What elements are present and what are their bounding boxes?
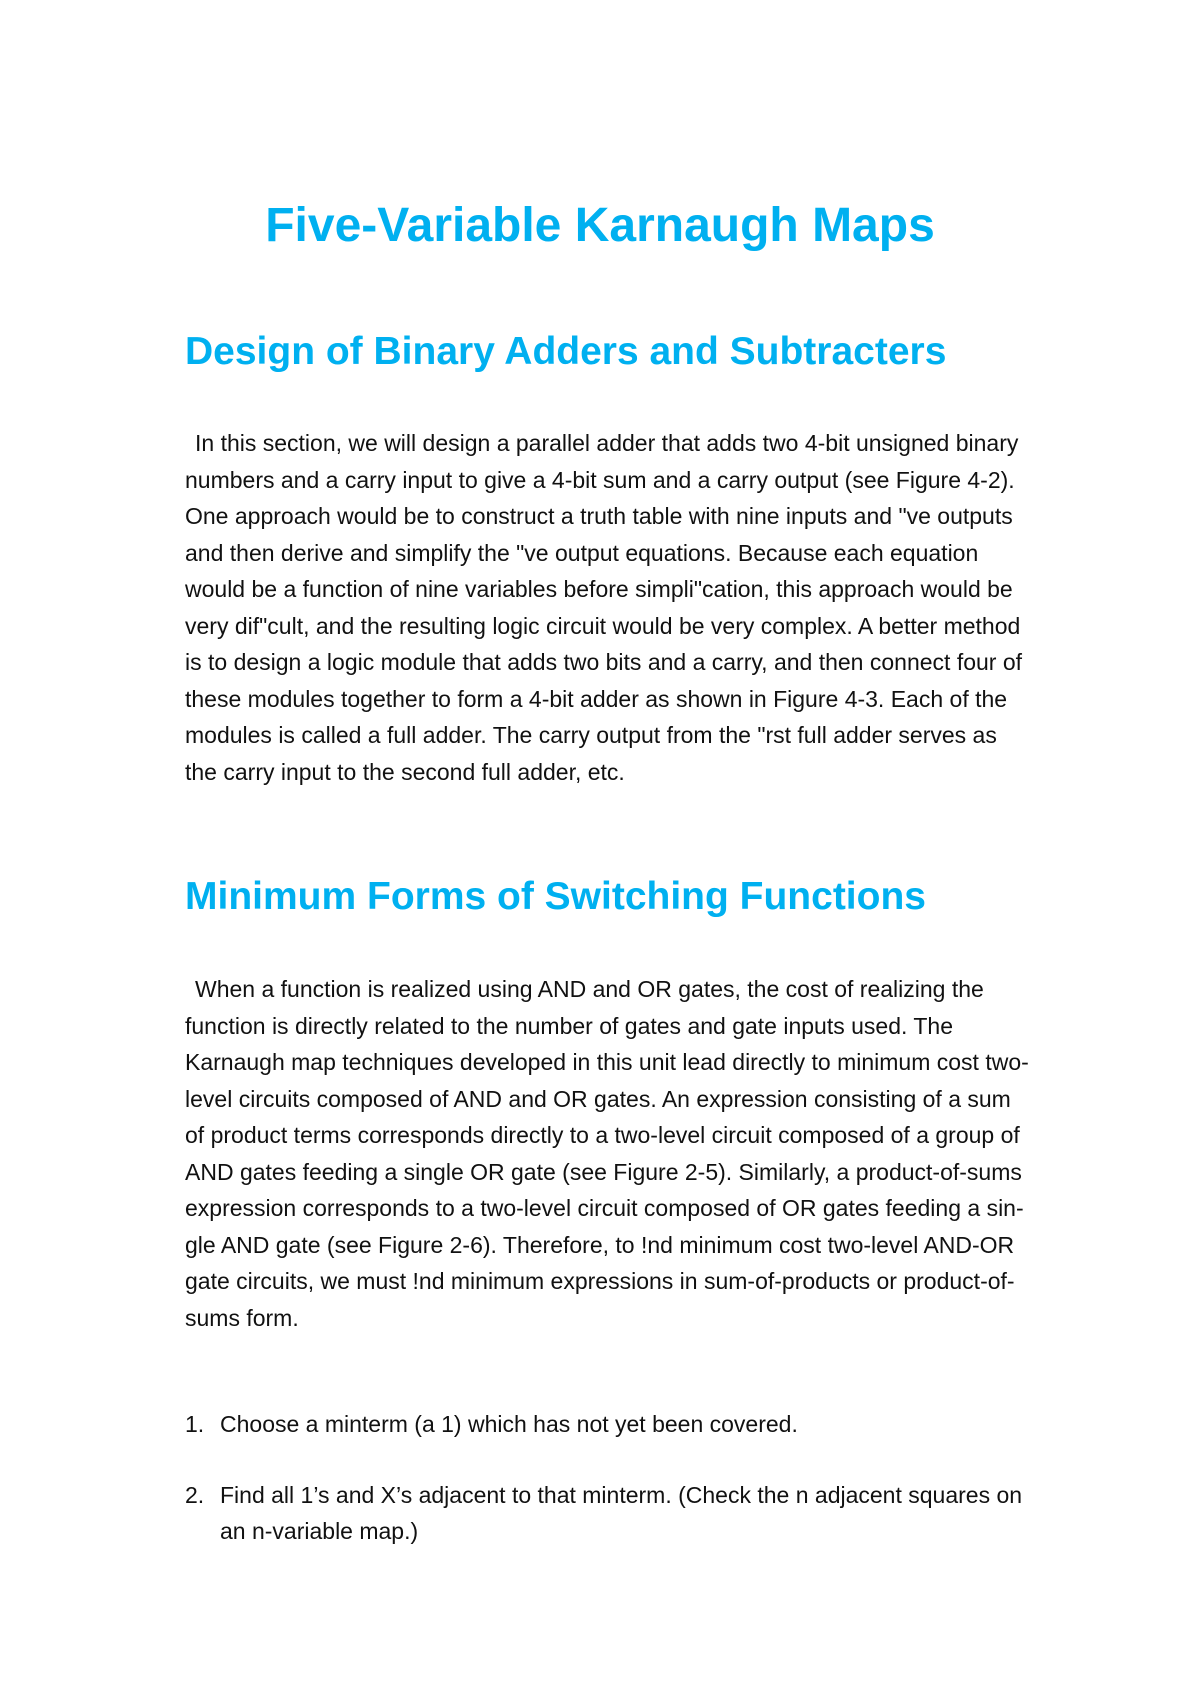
section-heading-binary-adders: Design of Binary Adders and Subtracters: [185, 330, 947, 373]
procedure-list: [185, 1406, 1035, 1584]
list-item-number: 1.: [185, 1411, 205, 1437]
section-paragraph-binary-adders: In this section, we will design a parallel adder that adds two 4-bit unsigned binary numbers and a carry input to give a 4-bit sum and a carry output (see Figure 4-2). One approach would be to construct a truth table with nine inputs and "ve outputs and then derive and simplify the "ve output equations. Because each equation would be a function of nine variables before simpli"cation, this approach would be very dif"cult, and the resulting logic circuit would be very complex. A better method is to design a logic module that adds two bits and a carry, and then connect four of these modules together to form a 4-bit adder as shown in Figure 4-3. Each of the modules is called a full adder. The carry output from the "rst full adder serves as the carry input to the second full adder, etc.: [185, 430, 1023, 785]
list-item-number: 2.: [185, 1481, 205, 1508]
list-item: [185, 1406, 1035, 1443]
section-paragraph-minimum-forms: When a function is realized using AND and OR gates, the cost of realizing the function is directly related to the number of gates and gate inputs used. The Karnaugh map techniques developed in this unit lead directly to minimum cost two-level circuits composed of AND and OR gates. An expression consisting of a sum of product terms corresponds directly to a two-level circuit composed of a group of AND gates feeding a single OR gate (see Figure 2-5). Similarly, a product-of-sums expression corresponds to a two-level circuit composed of OR gates feeding a sin-gle AND gate (see Figure 2-6). Therefore, to !nd minimum cost two-level AND-OR gate circuits, we must !nd minimum expressions in sum-of-products or product-of-sums form.: [185, 976, 1029, 1331]
list-item-text: Choose a minterm (a 1) which has not yet been covered.: [220, 1411, 798, 1437]
section-heading-minimum-forms: Minimum Forms of Switching Functions: [185, 875, 926, 918]
list-item-text: Find all 1’s and X’s adjacent to that minterm. (Check the n adjacent squares on an n-variable map.): [220, 1481, 1023, 1544]
list-item: [185, 1477, 1035, 1550]
document-title: Five-Variable Karnaugh Maps: [265, 199, 935, 252]
